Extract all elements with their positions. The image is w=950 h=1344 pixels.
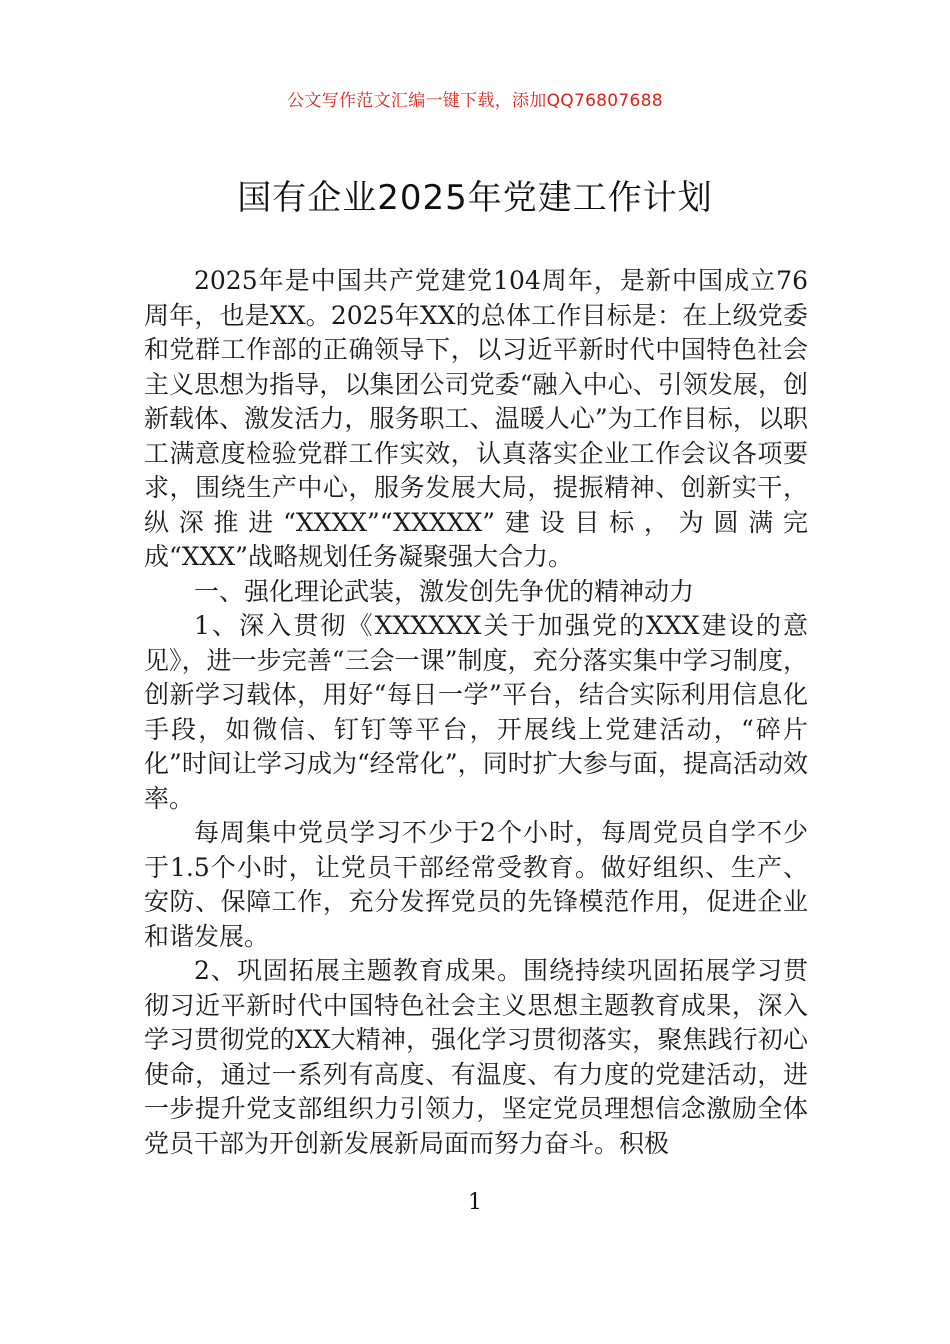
document-body — [144, 264, 808, 1161]
page-number: 1 — [468, 1190, 482, 1215]
watermark-text: 公文写作范文汇编一键下载，添加QQ76807688 — [287, 91, 663, 111]
intro-paragraph: 2025年是中国共产党建党104周年，是新中国成立76周年，也是XX。2025年XX的总体工作目标是：在上级党委和党群工作部的正确领导下，以习近平新时代中国特色社会主义思想为指导，以集团公司党委“融入中心、引领发展，创新载体、激发活力，服务职工、温暖人心”为工作目标，以职工满意度检验党群工作实效，认真落实企业工作会议各项要求，围绕生产中心，服务发展大局，提振精神、创新实干，纵深推进“XXXX”“XXXXX”建设目标，为圆满完成“XXX”战略规划任务凝聚强大合力。 — [144, 266, 808, 571]
paragraph-study-hours: 每周集中党员学习不少于2个小时，每周党员自学不少于1.5个小时，让党员干部经常受教育。做好组织、生产、安防、保障工作，充分发挥党员的先锋模范作用，促进企业和谐发展。 — [144, 818, 808, 951]
paragraph-item-2: 2、巩固拓展主题教育成果。围绕持续巩固拓展学习贯彻习近平新时代中国特色社会主义思想主题教育成果，深入学习贯彻党的XX大精神，强化学习贯彻落实，聚焦践行初心使命，通过一系列有高度、有温度、有力度的党建活动，进一步提升党支部组织力引领力，坚定党员理想信念激励全体党员干部为开创新发展新局面而努力奋斗。积极 — [144, 956, 808, 1158]
paragraph-item-1: 1、深入贯彻《XXXXXX关于加强党的XXX建设的意见》，进一步完善“三会一课”制度，充分落实集中学习制度，创新学习载体，用好“每日一学”平台，结合实际利用信息化手段，如微信、钉钉等平台，开展线上党建活动，“碎片化”时间让学习成为“经常化”，同时扩大参与面，提高活动效率。 — [144, 611, 808, 813]
document-title: 国有企业2025年党建工作计划 — [237, 178, 713, 218]
section-heading-1: 一、强化理论武装，激发创先争优的精神动力 — [194, 576, 695, 606]
